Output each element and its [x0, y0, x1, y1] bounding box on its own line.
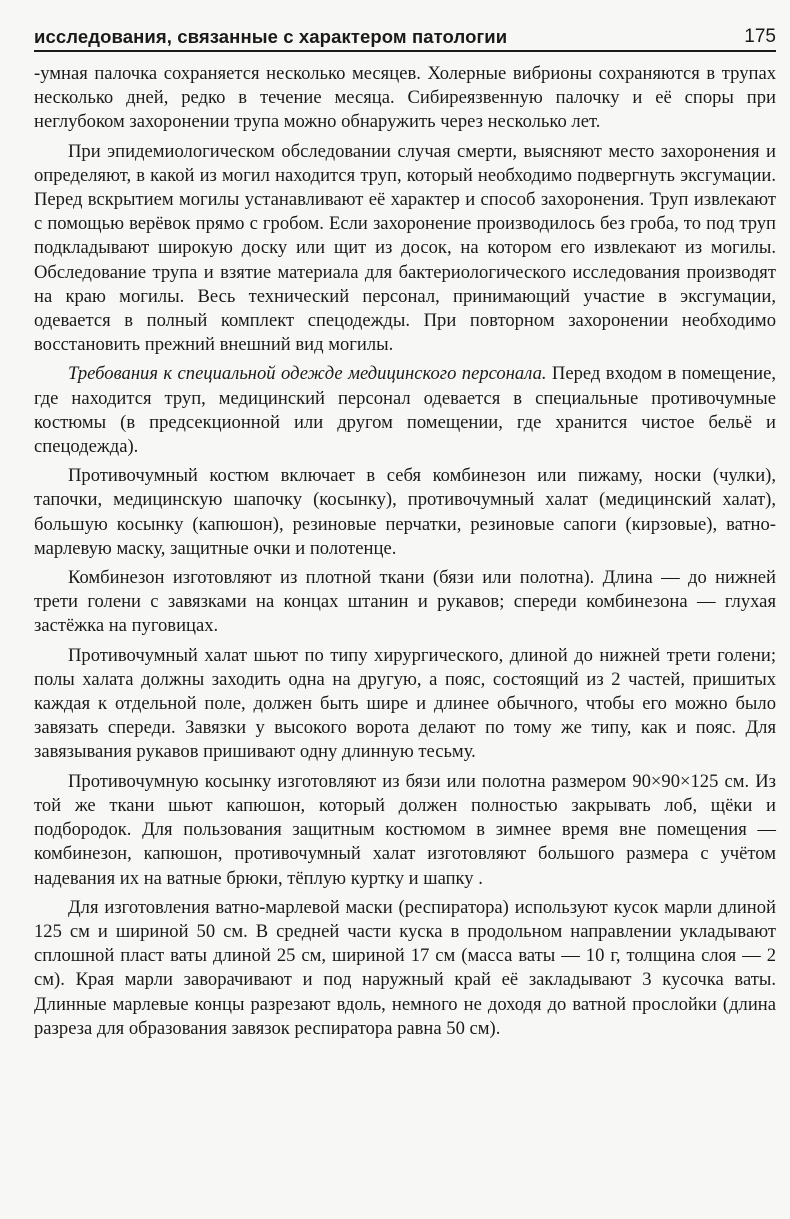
paragraph [34, 464, 776, 561]
paragraph-text: -умная палочка сохраняется несколько месяцев. Холерные вибрионы сохраняются в трупах несколько дней, редко в течение месяца. Сибиреязвенную палочку и её споры при неглубоком захоронении трупа можно обнаружить через несколько лет. [34, 63, 776, 133]
paragraph [34, 896, 776, 1041]
paragraph-italic-lead: Требования к специальной одежде медицинского персонала. [68, 363, 547, 385]
book-page [34, 20, 776, 1046]
page-number: 175 [744, 26, 776, 47]
paragraph-text: Для изготовления ватно-марлевой маски (респиратора) используют кусок марли длиной 125 см и шириной 50 см. В средней части куска в продольном направлении укладывают сплошной пласт ваты длиной 25 см, шириной 17 см (масса ваты — 10 г, толщина слоя — 2 см). Края марли заворачивают и под наружный край её закладывают 3 кусочка ваты. Длинные марлевые концы разрезают вдоль, немного не доходя до ватной прослойки (длина разреза для образования завязок респиратора равна 50 см). [34, 896, 776, 1039]
paragraph [34, 62, 776, 135]
paragraph [34, 566, 776, 639]
paragraph-text: Противочумную косынку изготовляют из бязи или полотна размером 90×90×125 см. Из той же ткани шьют капюшон, который должен полностью закрывать лоб, щёки и подбородок. Для пользования защитным костюмом в зимнее время вне помещения — комбинезон, капюшон, противочумный халат изготовляют большого размера с учётом надевания их на ватные брюки, тёплую куртку и шапку . [34, 770, 776, 889]
paragraph [34, 140, 776, 358]
page-body [34, 62, 776, 1041]
paragraph-text: Комбинезон изготовляют из плотной ткани (бязи или полотна). Длина — до нижней трети голени с завязками на концах штанин и рукавов; спереди комбинезона — глухая застёжка на пуговицах. [34, 567, 776, 637]
paragraph [34, 644, 776, 765]
paragraph-text: Противочумный костюм включает в себя комбинезон или пижаму, носки (чулки), тапочки, медицинскую шапочку (косынку), противочумный халат (медицинский халат), большую косынку (капюшон), резиновые перчатки, резиновые сапоги (кирзовые), ватно-марлевую маску, защитные очки и полотенце. [34, 465, 776, 559]
paragraph [34, 770, 776, 891]
paragraph-text: Перед входом в помещение, где находится труп, медицинский персонал одевается в специальные противочумные костюмы (в предсекционной или другом помещении, где хранится чистое бельё и спецодежда). [34, 363, 776, 458]
paragraph [34, 362, 776, 459]
running-header [34, 20, 776, 52]
running-head-title: исследования, связанные с характером патологии [34, 26, 508, 47]
paragraph-text: Противочумный халат шьют по типу хирургического, длиной до нижней трети голени; полы халата должны заходить одна на другую, а пояс, состоящий из 2 частей, пришитых каждая к отдельной поле, должен быть шире и длинее обычного, чтобы его можно было завязать спереди. Завязки у высокого ворота делают по тому же типу, как и пояс. Для завязывания рукавов пришивают одну длинную тесьму. [34, 644, 776, 763]
paragraph-text: При эпидемиологическом обследовании случая смерти, выясняют место захоронения и определяют, в какой из могил находится труп, который необходимо подвергнуть эксгумации. Перед вскрытием могилы устанавливают её характер и способ захоронения. Труп извлекают с помощью верёвок прямо с гробом. Если захоронение производилось без гроба, то под труп подкладывают широкую доску или щит из досок, на котором его извлекают из могилы. Обследование трупа и взятие материала для бактериологического исследования производят на краю могилы. Весь технический персонал, принимающий участие в эксгумации, одевается в полный комплект спецодежды. При повторном захоронении необходимо восстановить прежний внешний вид могилы. [34, 140, 776, 356]
